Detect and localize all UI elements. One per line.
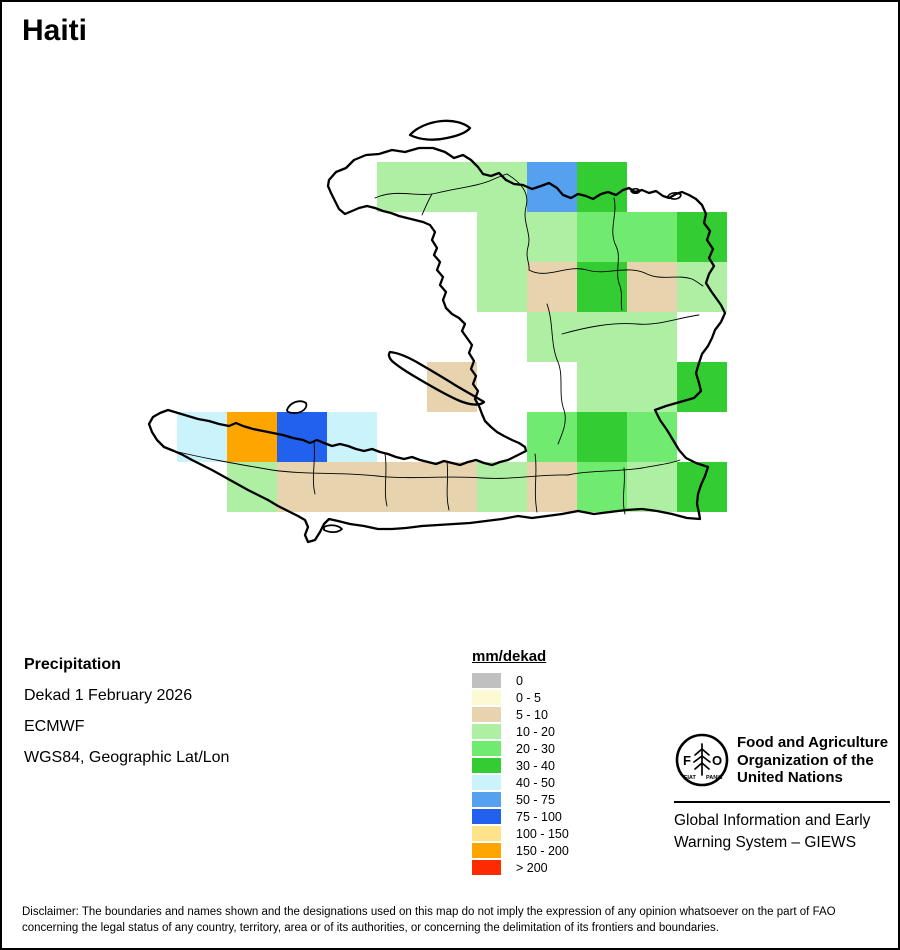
fao-name-line: Food and Agriculture xyxy=(737,734,889,751)
precip-cell xyxy=(427,462,477,512)
precip-cell xyxy=(527,212,577,262)
legend-item xyxy=(472,690,569,705)
fao-name-line: Organization of the xyxy=(737,751,874,769)
legend-item xyxy=(472,826,569,841)
precip-cell xyxy=(477,212,527,262)
precip-cell xyxy=(577,212,627,262)
legend-item xyxy=(472,775,569,790)
legend-item xyxy=(472,673,569,688)
legend-item xyxy=(472,809,569,824)
precip-cell xyxy=(627,262,677,312)
info-dekad-line: Dekad 1 February 2026 xyxy=(24,687,193,704)
svg-text:O: O xyxy=(712,753,723,768)
legend-swatch xyxy=(472,758,501,773)
precip-cell xyxy=(527,412,577,462)
legend-label: 10 - 20 xyxy=(516,724,555,739)
precip-cell xyxy=(577,462,627,512)
precip-cell-layer xyxy=(177,162,727,512)
legend-label: 30 - 40 xyxy=(516,758,555,773)
precip-cell xyxy=(627,212,677,262)
legend-item xyxy=(472,758,569,773)
legend-label: 5 - 10 xyxy=(516,707,548,722)
svg-text:F: F xyxy=(683,753,691,768)
legend-swatch xyxy=(472,775,501,790)
giews-line: Warning System – GIEWS xyxy=(674,834,857,851)
legend-item xyxy=(472,860,569,875)
precip-cell xyxy=(577,412,627,462)
info-heading: Precipitation xyxy=(24,656,121,673)
legend-swatch xyxy=(472,741,501,756)
legend-item xyxy=(472,724,569,739)
precip-cell xyxy=(577,162,627,212)
precip-cell xyxy=(277,412,327,462)
fao-name-line: United Nations xyxy=(737,769,843,786)
legend-label: 50 - 75 xyxy=(516,792,555,807)
legend-label: > 200 xyxy=(516,860,548,875)
legend-rows xyxy=(472,673,569,875)
legend-label: 100 - 150 xyxy=(516,826,569,841)
precip-cell xyxy=(577,312,627,362)
giews-line: Global Information and Early xyxy=(674,812,871,829)
cayemites-island xyxy=(287,401,306,413)
legend-swatch xyxy=(472,724,501,739)
precip-cell xyxy=(627,312,677,362)
ile-a-vache-island xyxy=(324,525,342,532)
legend-title: mm/dekad xyxy=(472,648,547,665)
legend-swatch xyxy=(472,860,501,875)
page-title: Haiti xyxy=(22,14,88,47)
precip-cell xyxy=(477,462,527,512)
precip-cell xyxy=(277,462,327,512)
legend-item xyxy=(472,792,569,807)
legend-swatch xyxy=(472,707,501,722)
disclaimer xyxy=(22,905,878,936)
map-info-block xyxy=(24,656,229,767)
precip-cell xyxy=(327,412,377,462)
precip-cell xyxy=(527,312,577,362)
disclaimer-line-2: concerning the legal status of any country, territory, area or of its authorities, or concerning the delimitation of its frontiers and boundaries. xyxy=(22,921,719,934)
legend-item xyxy=(472,707,569,722)
legend-label: 20 - 30 xyxy=(516,741,555,756)
legend-swatch xyxy=(472,809,501,824)
precip-cell xyxy=(227,412,277,462)
legend-swatch xyxy=(472,673,501,688)
precip-cell xyxy=(377,462,427,512)
fao-name xyxy=(737,734,888,787)
haiti-precipitation-map xyxy=(2,2,900,602)
legend-label: 40 - 50 xyxy=(516,775,555,790)
precip-cell xyxy=(477,262,527,312)
precip-cell xyxy=(627,412,677,462)
precip-cell xyxy=(677,462,727,512)
legend-label: 75 - 100 xyxy=(516,809,562,824)
legend xyxy=(472,648,569,877)
precip-cell xyxy=(477,162,527,212)
legend-swatch xyxy=(472,826,501,841)
precip-cell xyxy=(627,462,677,512)
precip-cell xyxy=(327,462,377,512)
precip-cell xyxy=(577,362,627,412)
info-source-line: ECMWF xyxy=(24,718,85,735)
disclaimer-line-1: Disclaimer: The boundaries and names shown and the designations used on this map do not imply the expression of any opinion whatsoever on the part of FAO xyxy=(22,906,836,918)
tortuga-island xyxy=(410,121,470,140)
fao-separator-line xyxy=(674,801,890,803)
precip-cell xyxy=(427,162,477,212)
fao-footer-block xyxy=(674,731,890,854)
precip-cell xyxy=(677,362,727,412)
fao-logo xyxy=(674,731,730,789)
info-projection-line: WGS84, Geographic Lat/Lon xyxy=(24,749,230,766)
legend-swatch xyxy=(472,690,501,705)
precip-cell xyxy=(677,212,727,262)
svg-text:PANIS: PANIS xyxy=(706,775,723,781)
precip-cell xyxy=(527,462,577,512)
legend-label: 0 xyxy=(516,673,523,688)
legend-label: 150 - 200 xyxy=(516,843,569,858)
legend-item xyxy=(472,843,569,858)
giews-label xyxy=(674,810,890,854)
legend-swatch xyxy=(472,843,501,858)
legend-label: 0 - 5 xyxy=(516,690,542,705)
legend-item xyxy=(472,741,569,756)
svg-text:FIAT: FIAT xyxy=(684,775,696,781)
legend-swatch xyxy=(472,792,501,807)
precip-cell xyxy=(377,162,427,212)
